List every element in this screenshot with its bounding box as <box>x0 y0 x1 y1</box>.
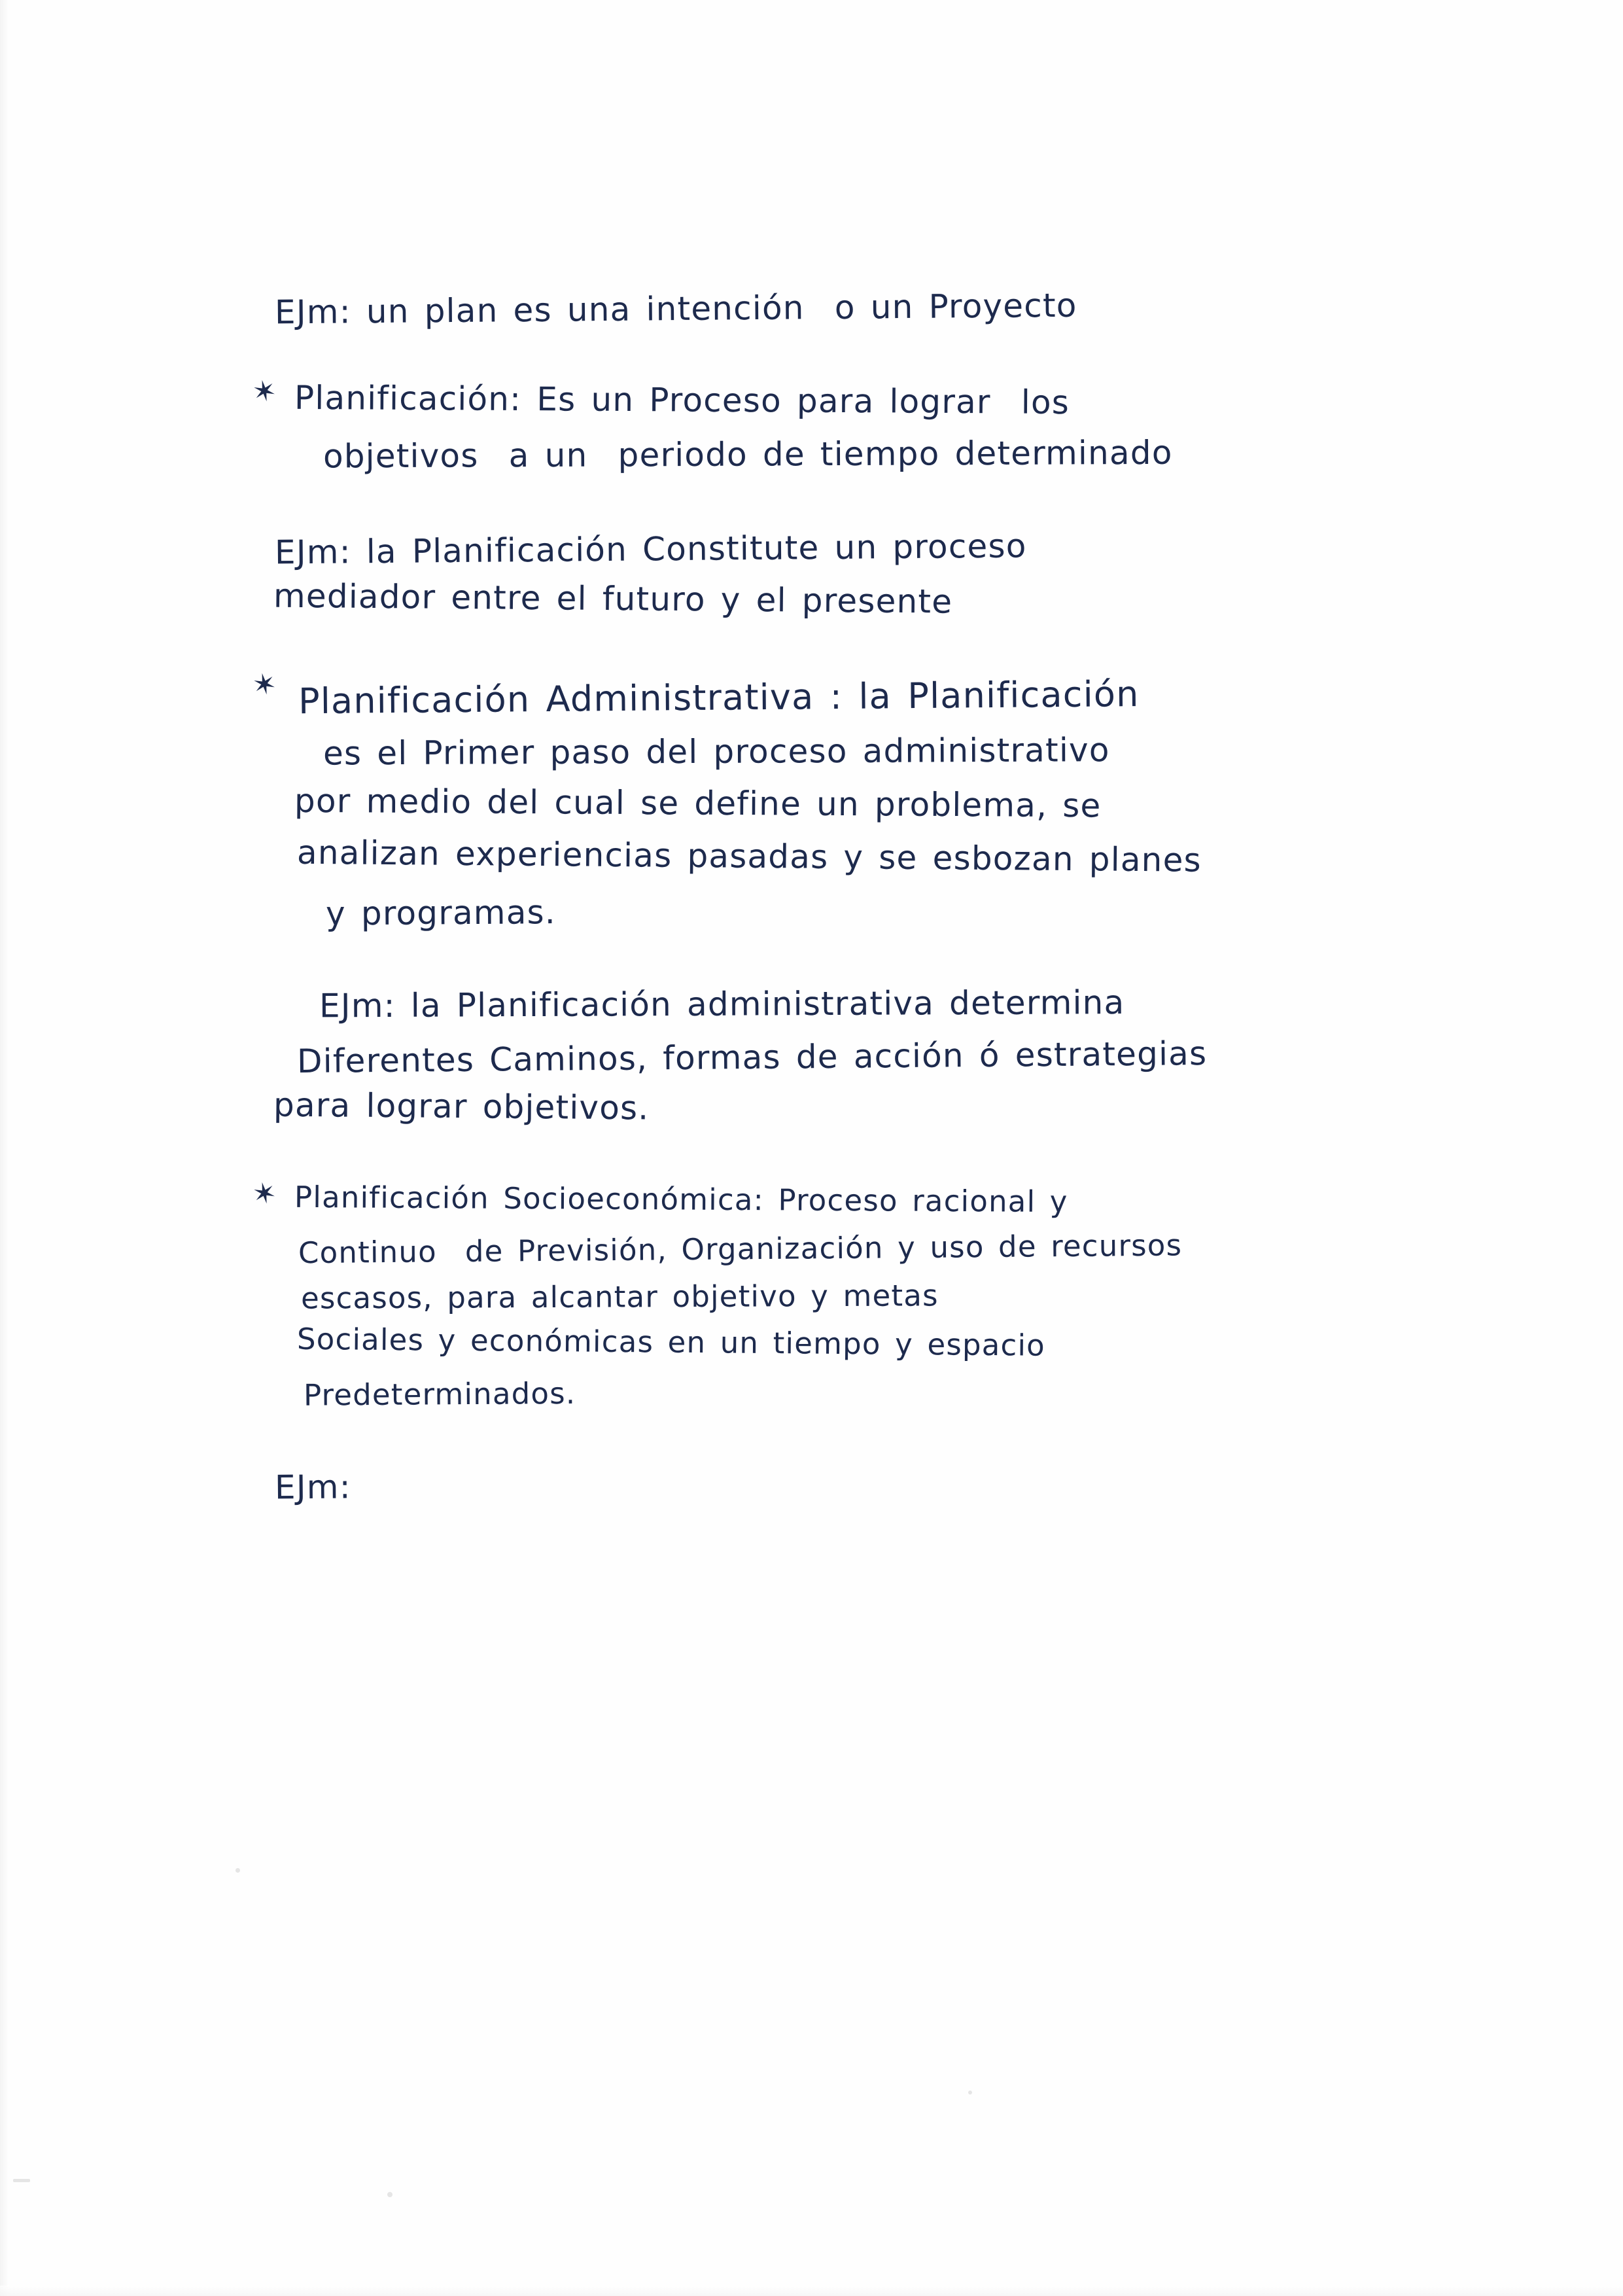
note-line: y programas. <box>325 893 557 933</box>
star-bullet-icon: ✶ <box>249 1175 281 1213</box>
note-line: Diferentes Caminos, formas de acción ó estrategias <box>296 1034 1208 1081</box>
note-line: escasos, para alcantar objetivo y metas <box>300 1278 939 1316</box>
note-line: Continuo de Previsión, Organización y uso de recursos <box>298 1227 1183 1271</box>
note-block-planificacion-administrativa <box>249 665 1387 937</box>
note-block-ejemplo-final <box>275 1457 1387 1510</box>
note-line: EJm: la Planificación administrativa determina <box>319 983 1125 1025</box>
note-line: EJm: un plan es una intención o un Proyecto <box>274 286 1077 332</box>
note-line: para lograr objetivos. <box>273 1086 650 1128</box>
note-block-ejemplo-plan <box>275 281 1387 334</box>
star-bullet-icon: ✶ <box>249 665 281 704</box>
note-block-ejemplo-planificacion <box>275 521 1387 627</box>
note-line: analizan experiencias pasadas y se esbozan planes <box>296 834 1202 880</box>
note-line: Planificación: Es un Proceso para lograr los <box>294 378 1070 422</box>
note-line: EJm: la Planificación Constitute un proceso <box>274 527 1027 572</box>
note-line: Planificación Administrativa : la Planificación <box>298 673 1140 722</box>
note-line: Sociales y económicas en un tiempo y espacio <box>296 1321 1046 1363</box>
note-line: mediador entre el futuro y el presente <box>273 576 953 621</box>
note-line: Predeterminados. <box>303 1375 576 1413</box>
page-edge-shadow-left <box>0 0 9 2296</box>
scan-speck <box>387 2192 393 2197</box>
note-line: Planificación Socioeconómica: Proceso racional y <box>294 1180 1068 1220</box>
page-edge-shadow-bottom <box>0 2286 1623 2296</box>
note-block-ejemplo-administrativa <box>275 978 1387 1137</box>
note-block-planificacion-socioeconomica <box>249 1175 1387 1415</box>
star-bullet-icon: ✶ <box>249 372 281 411</box>
scan-speck <box>236 1868 240 1873</box>
scan-speck <box>968 2091 972 2094</box>
note-line: por medio del cual se define un problema, se <box>294 782 1102 825</box>
note-block-planificacion-definicion <box>249 372 1387 481</box>
note-line: objetivos a un periodo de tiempo determinado <box>323 433 1173 476</box>
handwritten-notes-body <box>249 281 1387 1550</box>
note-line: es el Primer paso del proceso administrativo <box>323 731 1110 773</box>
scan-speck <box>13 2179 30 2182</box>
note-line: EJm: <box>274 1468 351 1507</box>
